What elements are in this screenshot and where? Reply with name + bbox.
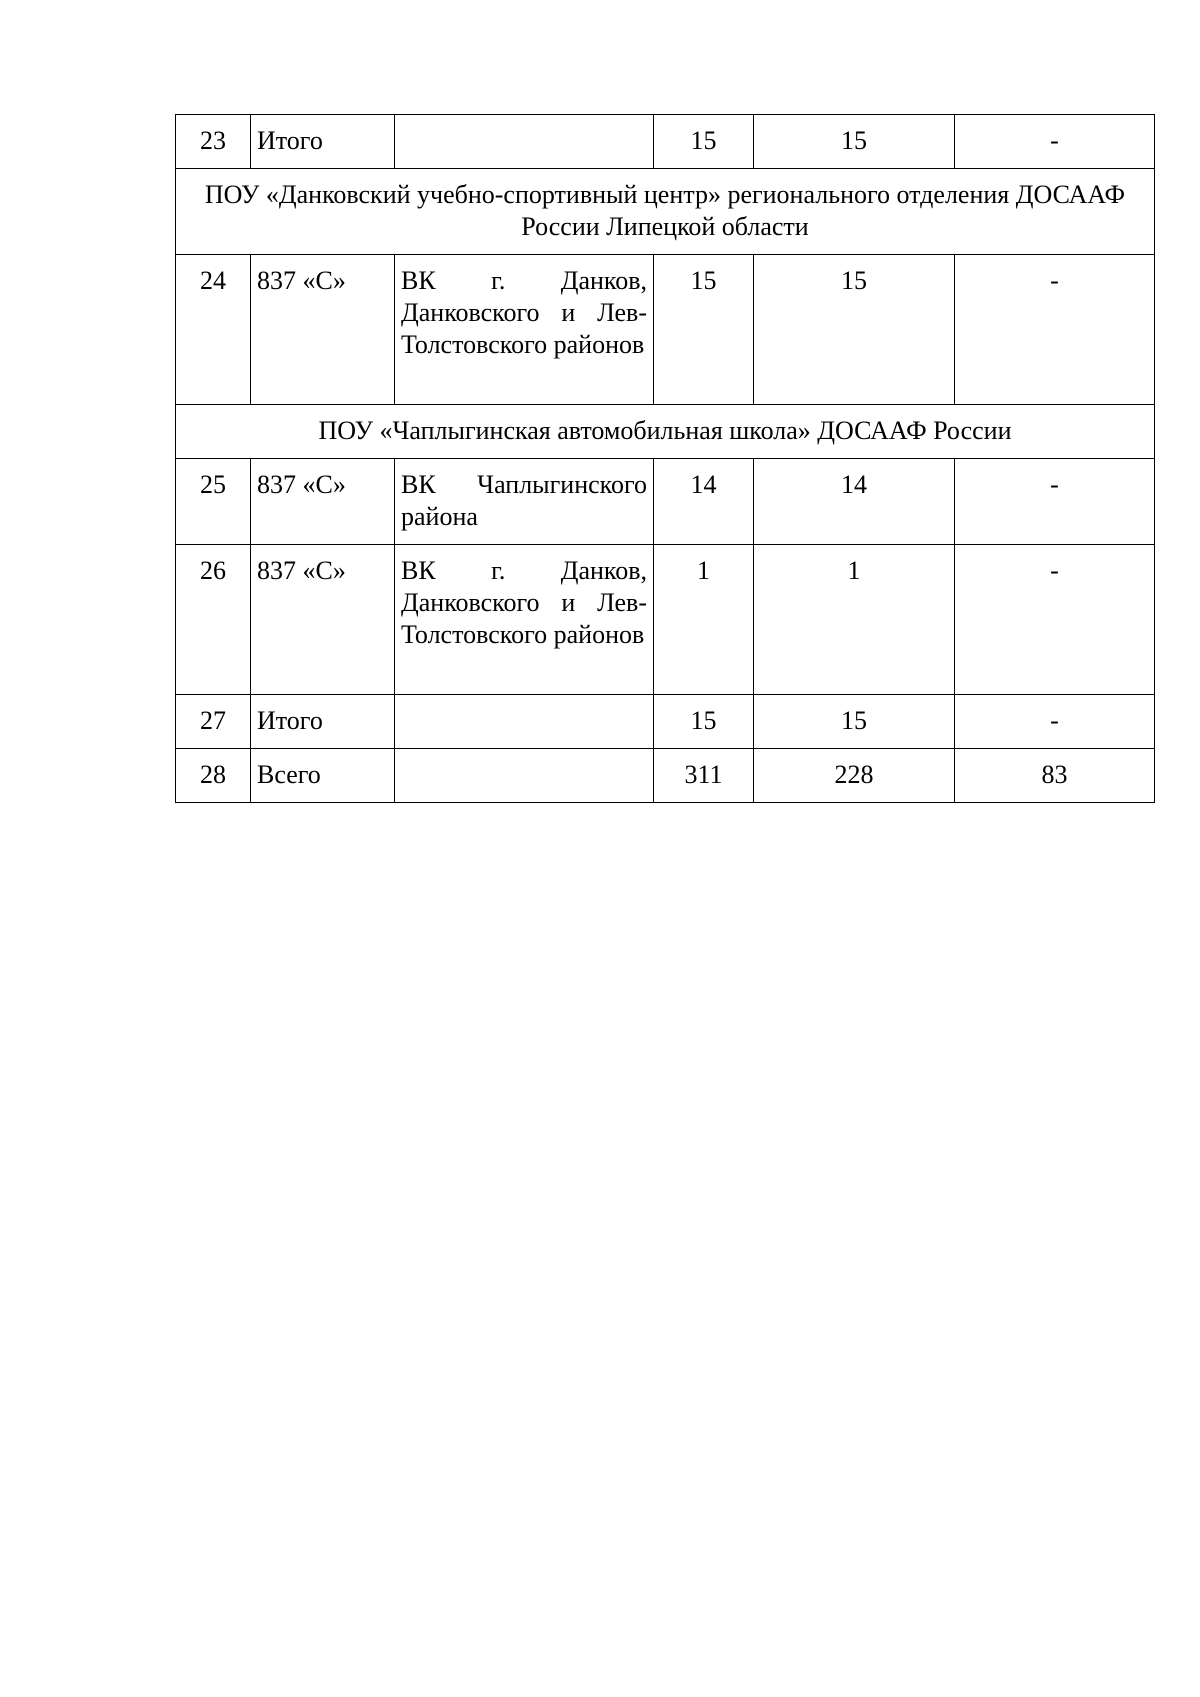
row-plan: 14: [654, 459, 754, 545]
row-number: 23: [176, 115, 251, 169]
row-number: 26: [176, 545, 251, 695]
row-plan: 15: [654, 695, 754, 749]
row-specialty: Итого: [251, 695, 395, 749]
row-plan: 15: [654, 255, 754, 405]
section-row: [176, 405, 1155, 459]
row-specialty: 837 «С»: [251, 459, 395, 545]
row-specialty: 837 «С»: [251, 255, 395, 405]
row-fact: 15: [754, 695, 955, 749]
section-heading-dankov: ПОУ «Данковский учебно-спортивный центр» регионального отделения ДОСААФ России Липецкой области: [176, 169, 1155, 255]
row-number: 27: [176, 695, 251, 749]
row-commissariat: [395, 695, 654, 749]
row-fact: 14: [754, 459, 955, 545]
row-difference: -: [955, 459, 1155, 545]
row-difference: -: [955, 115, 1155, 169]
row-difference: -: [955, 545, 1155, 695]
row-fact: 1: [754, 545, 955, 695]
section-row: [176, 169, 1155, 255]
table-row: [176, 545, 1155, 695]
row-number: 24: [176, 255, 251, 405]
section-heading-chaplygin: ПОУ «Чаплыгинская автомобильная школа» ДОСААФ России: [176, 405, 1155, 459]
row-difference: 83: [955, 749, 1155, 803]
table-row: [176, 695, 1155, 749]
row-plan: 311: [654, 749, 754, 803]
table-row: [176, 749, 1155, 803]
row-specialty: 837 «С»: [251, 545, 395, 695]
row-commissariat: ВК г. Данков, Данковского и Лев-Толстовского районов: [395, 545, 654, 695]
table-row: [176, 255, 1155, 405]
row-specialty: Итого: [251, 115, 395, 169]
row-fact: 228: [754, 749, 955, 803]
row-fact: 15: [754, 255, 955, 405]
row-plan: 15: [654, 115, 754, 169]
row-specialty: Всего: [251, 749, 395, 803]
table-row: [176, 459, 1155, 545]
row-commissariat: [395, 749, 654, 803]
row-difference: -: [955, 695, 1155, 749]
row-commissariat: ВК Чаплыгинского района: [395, 459, 654, 545]
row-commissariat: ВК г. Данков, Данковского и Лев-Толстовского районов: [395, 255, 654, 405]
table-row: [176, 115, 1155, 169]
row-plan: 1: [654, 545, 754, 695]
row-number: 28: [176, 749, 251, 803]
row-commissariat: [395, 115, 654, 169]
allocation-table: [175, 114, 1155, 803]
row-difference: -: [955, 255, 1155, 405]
row-number: 25: [176, 459, 251, 545]
row-fact: 15: [754, 115, 955, 169]
